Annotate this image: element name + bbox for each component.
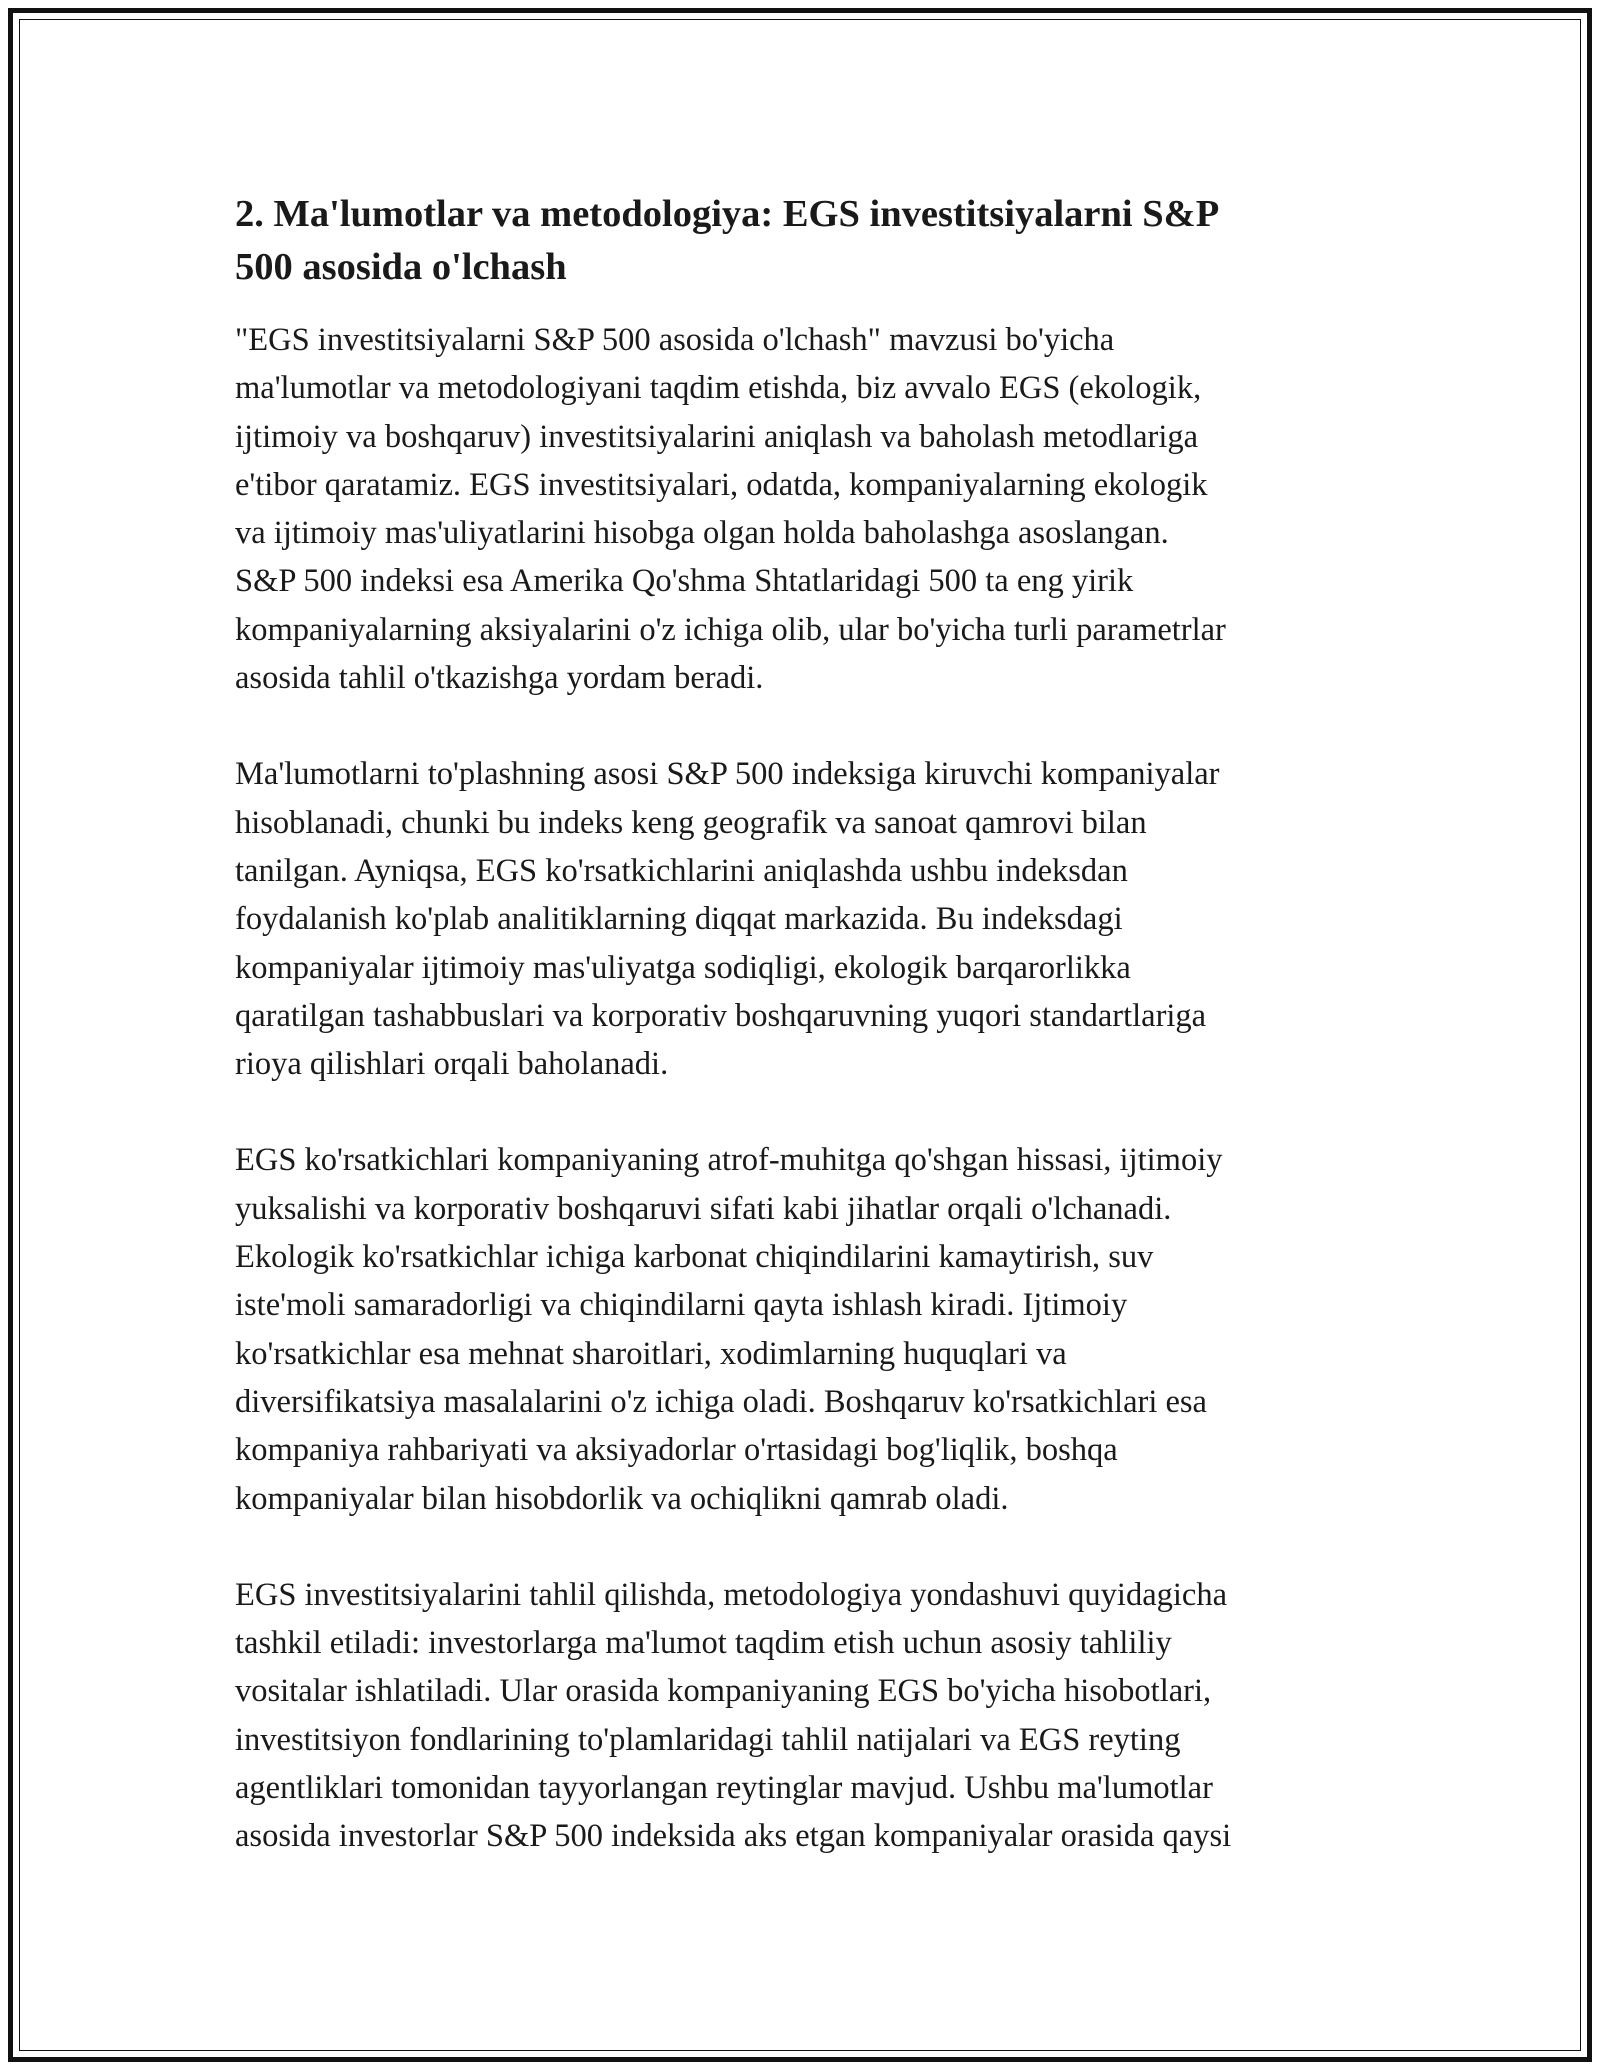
paragraph-1: "EGS investitsiyalarni S&P 500 asosida o'lchash" mavzusi bo'yicha ma'lumotlar va metodologiyani taqdim etishda, biz avvalo EGS (ekologik, ijtimoiy va boshqaruv) investitsiyalarini aniqlash va baholash metodlariga e'tibor qaratamiz. EGS investitsiyalari, odatda, kompaniyalarning ekologik va ijtimoiy mas'uliyatlarini hisobga olgan holda baholashga asoslangan. S&P 500 indeksi esa Amerika Qo'shma Shtatlaridagi 500 ta eng yirik kompaniyalarning aksiyalarini o'z ichiga olib, ular bo'yicha turli parametrlar asosida tahlil o'tkazishga yordam beradi. xyxy=(235,322,1226,697)
paragraph-2: Ma'lumotlarni to'plashning asosi S&P 500 indeksiga kiruvchi kompaniyalar hisoblanadi, chunki bu indeks keng geografik va sanoat qamrovi bilan tanilgan. Ayniqsa, EGS ko'rsatkichlarini aniqlashda ushbu indeksdan foydalanish ko'plab analitiklarning diqqat markazida. Bu indeksdagi kompaniyalar ijtimoiy mas'uliyatga sodiqligi, ekologik barqarorlikka qaratilgan tashabbuslari va korporativ boshqaruvning yuqori standartlariga rioya qilishlari orqali baholanadi. xyxy=(235,756,1220,1083)
document-body xyxy=(235,188,1365,1909)
paragraph-4: EGS investitsiyalarini tahlil qilishda, metodologiya yondashuvi quyidagicha tashkil etiladi: investorlarga ma'lumot taqdim etish uchun asosiy tahliliy vositalar ishlatiladi. Ular orasida kompaniyaning EGS bo'yicha hisobotlari, investitsiyon fondlarining to'plamlaridagi tahlil natijalari va EGS reyting agentliklari tomonidan tayyorlangan reytinglar mavjud. Ushbu ma'lumotlar asosida investorlar S&P 500 indeksida aks etgan kompaniyalar orasida qaysi xyxy=(235,1576,1232,1855)
paragraph-3: EGS ko'rsatkichlari kompaniyaning atrof-muhitga qo'shgan hissasi, ijtimoiy yuksalishi va korporativ boshqaruvi sifati kabi jihatlar orqali o'lchanadi. Ekologik ko'rsatkichlar ichiga karbonat chiqindilarini kamaytirish, suv iste'moli samaradorligi va chiqindilarni qayta ishlash kiradi. Ijtimoiy ko'rsatkichlar esa mehnat sharoitlari, xodimlarning huquqlari va diversifikatsiya masalalarini o'z ichiga oladi. Boshqaruv ko'rsatkichlari esa kompaniya rahbariyati va aksiyadorlar o'rtasidagi bog'liqlik, boshqa kompaniyalar bilan hisobdorlik va ochiqlikni qamrab oladi. xyxy=(235,1142,1223,1517)
section-heading: 2. Ma'lumotlar va metodologiya: EGS investitsiyalarni S&P 500 asosida o'lchash xyxy=(235,193,1220,288)
